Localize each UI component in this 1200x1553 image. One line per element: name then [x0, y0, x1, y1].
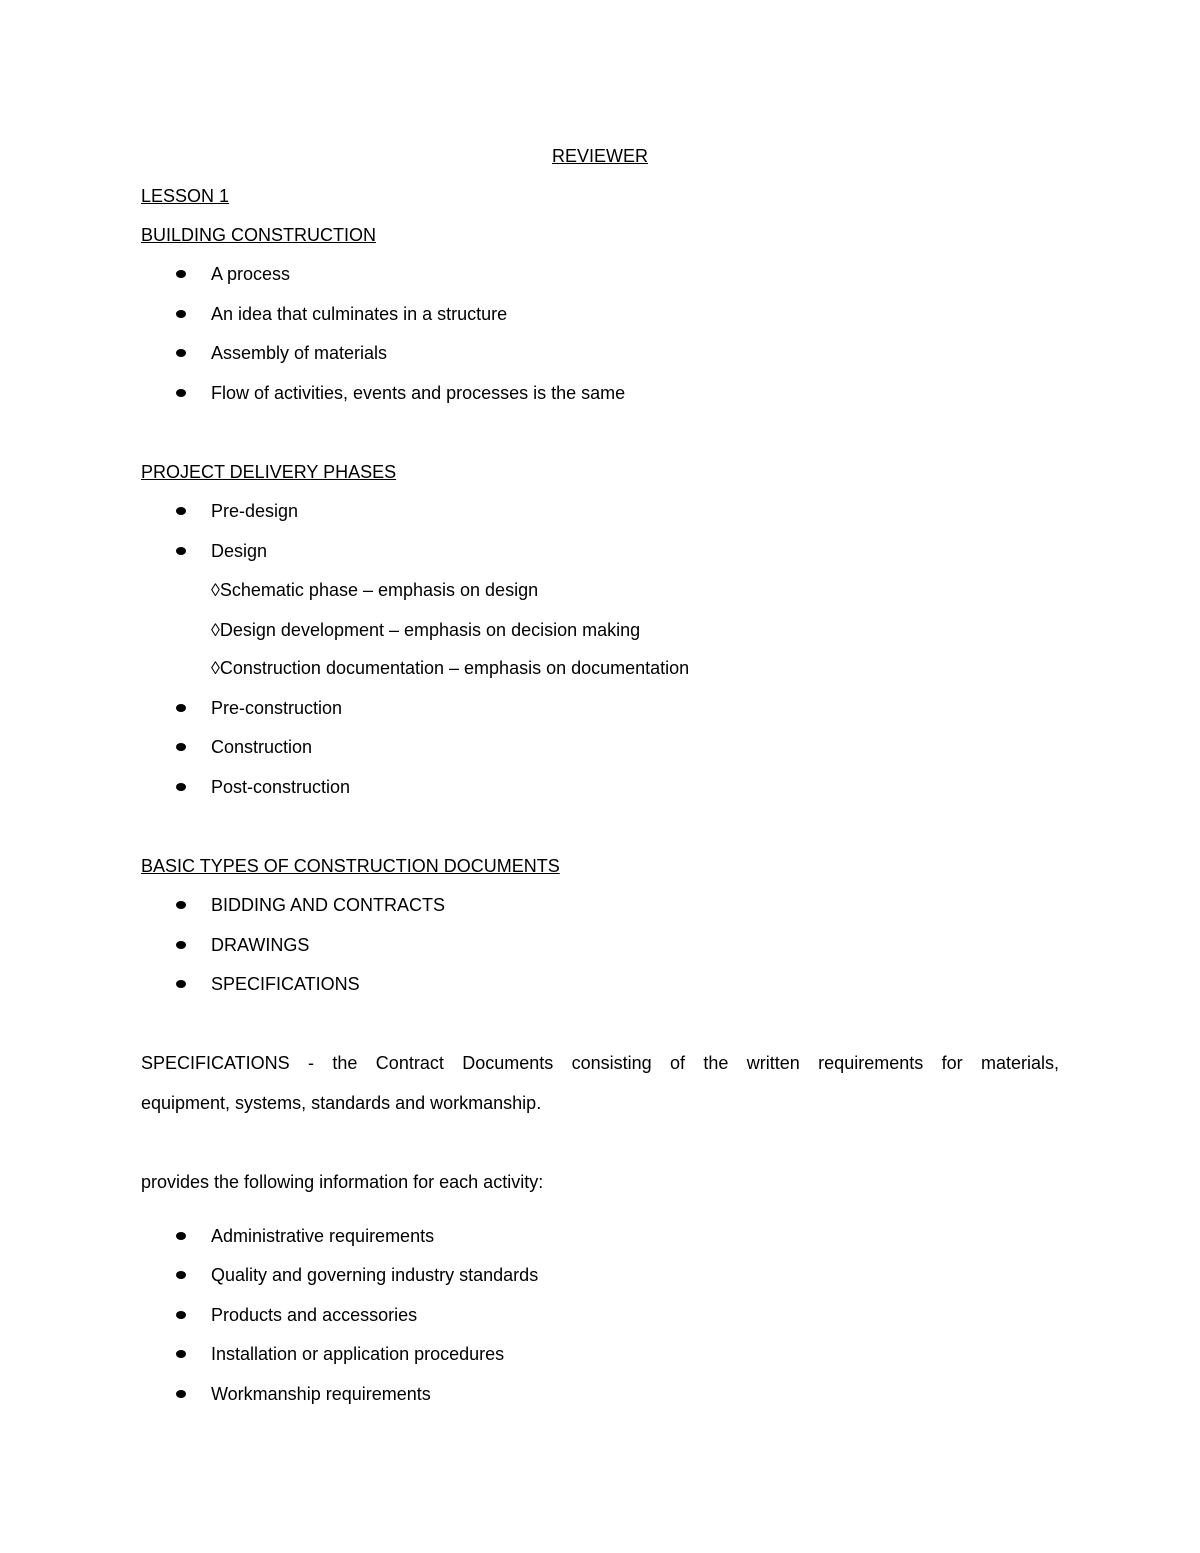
bullet-icon	[176, 389, 186, 397]
list-item: Products and accessories	[211, 1305, 418, 1325]
bullet-icon	[176, 1311, 186, 1319]
intro-text: provides the following information for each activity:	[141, 1172, 544, 1192]
bullet-icon	[176, 743, 186, 751]
bullet-icon	[176, 507, 186, 515]
list-item: DRAWINGS	[211, 935, 310, 955]
section-heading-project-delivery: PROJECT DELIVERY PHASES	[141, 462, 397, 482]
list-item: An idea that culminates in a structure	[211, 304, 508, 324]
bullet-icon	[176, 901, 186, 909]
list-item: Design	[211, 541, 268, 561]
list-item: Pre-construction	[211, 698, 343, 718]
bullet-icon	[176, 547, 186, 555]
list-item: Construction	[211, 737, 313, 757]
section-heading-document-types: BASIC TYPES OF CONSTRUCTION DOCUMENTS	[141, 856, 560, 876]
list-item: Workmanship requirements	[211, 1384, 431, 1404]
bullet-icon	[176, 980, 186, 988]
bullet-icon	[176, 1271, 186, 1279]
sub-list-item: ◊Design development – emphasis on decision making	[211, 620, 641, 640]
bullet-icon	[176, 270, 186, 278]
list-item: Pre-design	[211, 501, 299, 521]
list-item: BIDDING AND CONTRACTS	[211, 895, 446, 915]
list-item: A process	[211, 264, 291, 284]
list-item: Post-construction	[211, 777, 351, 797]
bullet-icon	[176, 349, 186, 357]
document-title: REVIEWER	[551, 146, 648, 166]
list-item: Administrative requirements	[211, 1226, 435, 1246]
list-item: Installation or application procedures	[211, 1344, 505, 1364]
definition-line: equipment, systems, standards and workmanship.	[141, 1093, 542, 1113]
lesson-label: LESSON 1	[141, 186, 230, 206]
sub-list-item: ◊Construction documentation – emphasis on documentation	[211, 658, 690, 678]
section-heading-building-construction: BUILDING CONSTRUCTION	[141, 225, 377, 245]
list-item: Quality and governing industry standards	[211, 1265, 539, 1285]
list-item: Flow of activities, events and processes is the same	[211, 383, 626, 403]
list-item: SPECIFICATIONS	[211, 974, 360, 994]
bullet-icon	[176, 783, 186, 791]
bullet-icon	[176, 704, 186, 712]
sub-list-item: ◊Schematic phase – emphasis on design	[211, 580, 539, 600]
bullet-icon	[176, 1350, 186, 1358]
bullet-icon	[176, 310, 186, 318]
list-item: Assembly of materials	[211, 343, 388, 363]
bullet-icon	[176, 1390, 186, 1398]
definition-line: SPECIFICATIONS - the Contract Documents consisting of the written requirements for materials,	[141, 1053, 1059, 1073]
bullet-icon	[176, 1232, 186, 1240]
bullet-icon	[176, 941, 186, 949]
